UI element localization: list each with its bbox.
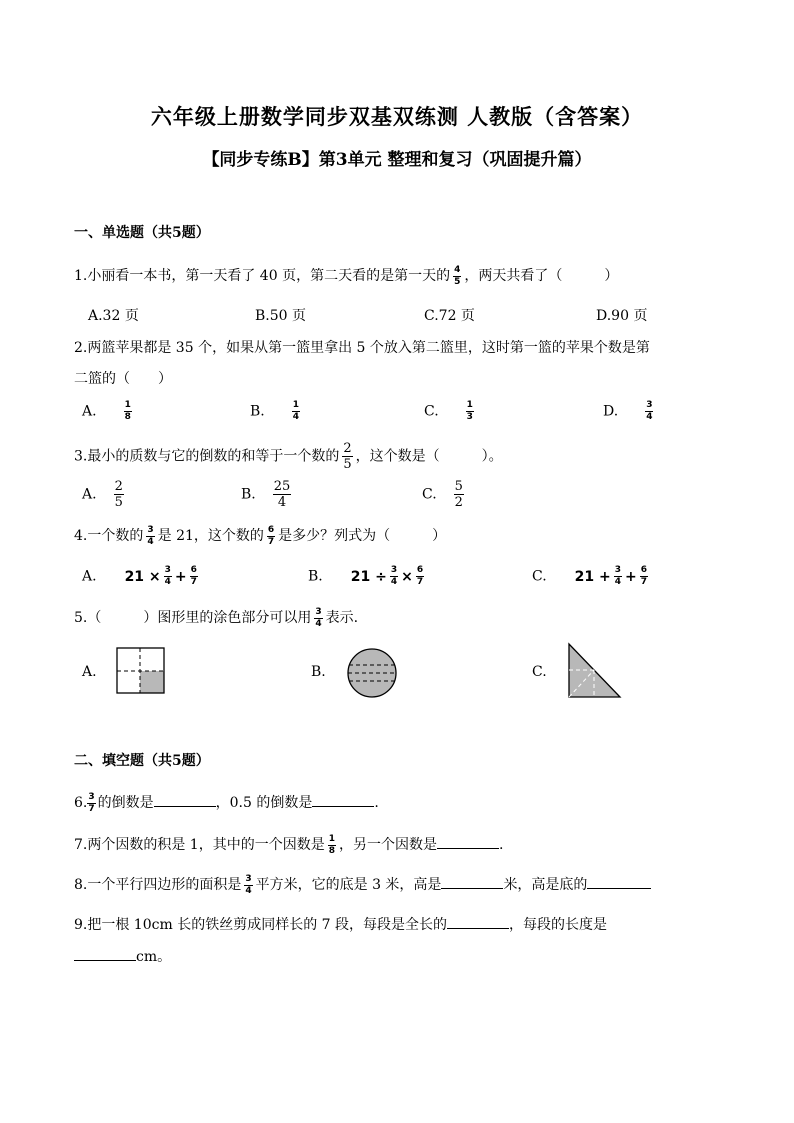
q4-option-a[interactable] [82,566,201,587]
option-label: C. [532,568,547,585]
question-1 [74,265,618,287]
q5-option-b-label[interactable]: B. [311,664,326,680]
q2-option-c[interactable] [424,401,477,422]
answer-blank[interactable] [587,876,651,889]
fraction: $\frac{25}{4}$ [273,479,291,510]
question-8 [74,874,651,896]
q1-option-d[interactable]: D.90 页 [596,308,648,324]
question-5-prefix: 5.（ ）图形里的涂色部分可以用 [74,610,312,626]
q1-option-c[interactable]: C.72 页 [424,308,475,324]
question-7-end: . [498,837,504,853]
expression: 21 + $\frac{3}{4}$ + $\frac{6}{7}$ [574,565,648,587]
q2-option-b[interactable] [250,401,303,422]
expression: 21 ÷ $\frac{3}{4}$ × $\frac{6}{7}$ [350,565,424,587]
q4-option-b[interactable] [308,566,427,587]
option-label: C. [422,486,437,503]
question-3 [74,442,503,471]
question-9-line-1 [74,914,607,934]
fraction: $\frac{4}{5}$ [454,264,461,287]
option-label: B. [250,403,265,420]
q3-option-b[interactable] [241,480,294,509]
question-5-suffix: 表示. [325,610,359,626]
answer-blank[interactable] [447,916,509,929]
question-6-text-2: ，0.5 的倒数是 [215,795,313,811]
option-label: B. [308,568,323,585]
q4-option-c[interactable] [532,566,651,587]
question-6-end: . [374,795,379,811]
question-9-text-2: ，每段的长度是 [509,917,607,933]
page-title: 六年级上册数学同步双基双练测 人教版（含答案） [150,104,644,129]
q1-option-a[interactable]: A.32 页 [88,308,139,324]
fraction: $\frac{3}{4}$ [315,606,322,629]
q5-figure-b-circle [346,647,398,699]
q3-option-a[interactable] [82,480,127,509]
option-label: B. [241,486,256,503]
page-subtitle: 【同步专练B】第3单元 整理和复习（巩固提升篇） [202,150,592,170]
fraction: $\frac{1}{8}$ [124,400,131,422]
question-6-text: 的倒数是 [97,795,154,811]
question-3-suffix: ，这个数是（ ）。 [355,448,503,465]
question-2-line-1: 2.两篮苹果都是 35 个，如果从第一篮里拿出 5 个放入第二篮里，这时第一篮的苹果个数是第 [74,340,650,356]
q5-figure-c-triangle [566,642,624,700]
answer-blank[interactable] [74,948,136,961]
fraction: $\frac{3}{4}$ [245,873,252,896]
question-2-line-2: 二篮的（ ） [74,371,172,387]
expression: 21 × $\frac{3}{4}$ + $\frac{6}{7}$ [124,565,197,587]
question-8-text: 平方米，它的底是 3 米，高是 [255,877,442,893]
q2-option-d[interactable] [603,401,656,422]
fraction: $\frac{6}{7}$ [267,524,275,547]
question-4-part-3: 是多少？列式为（ ） [278,528,447,544]
question-1-prefix: 1.小丽看一本书，第一天看了 40 页，第二天看的是第一天的 [74,268,451,284]
question-6-prefix: 6. [74,795,88,811]
fraction: $\frac{1}{4}$ [292,400,300,422]
question-4-part-1: 4.一个数的 [74,528,144,544]
option-label: A. [82,403,97,420]
fraction: $\frac{2}{5}$ [114,479,123,510]
question-6 [74,792,379,814]
answer-blank[interactable] [154,794,216,807]
option-label: C. [424,403,439,420]
question-7-prefix: 7.两个因数的积是 1，其中的一个因数是 [74,837,325,853]
fraction: $\frac{3}{4}$ [646,400,653,422]
answer-blank[interactable] [441,876,503,889]
fraction: $\frac{1}{8}$ [328,833,335,856]
fraction: $\frac{2}{5}$ [343,441,352,472]
option-label: D. [603,403,619,420]
fraction: $\frac{3}{4}$ [147,524,154,547]
question-4-part-2: 是 21，这个数的 [157,528,264,544]
fraction: $\frac{1}{3}$ [466,400,473,422]
question-7 [74,834,503,856]
q5-option-a-label[interactable]: A. [82,664,97,680]
question-3-prefix: 3.最小的质数与它的倒数的和等于一个数的 [74,448,340,465]
q2-option-a[interactable] [82,401,135,422]
q3-option-c[interactable] [422,480,467,509]
fraction: $\frac{5}{2}$ [454,479,463,510]
q1-option-b[interactable]: B.50 页 [255,308,307,324]
question-4 [74,525,446,547]
question-7-text: ，另一个因数是 [338,837,437,853]
option-label: A. [82,486,97,503]
section-heading-single-choice: 一、单选题（共5题） [74,225,210,241]
answer-blank[interactable] [437,836,499,849]
question-9-unit: cm。 [136,949,172,965]
question-8-text-2: 米，高是底的 [503,877,588,893]
fraction: $\frac{3}{7}$ [88,791,95,814]
question-8-prefix: 8.一个平行四边形的面积是 [74,877,242,893]
section-heading-fill-blank: 二、填空题（共5题） [74,753,210,769]
q5-figure-a-square [116,647,166,695]
question-9-line-2 [74,946,171,966]
question-1-suffix: ，两天共看了（ ） [464,268,619,284]
option-label: A. [82,568,97,585]
question-9-text: 9.把一根 10cm 长的铁丝剪成同样长的 7 段，每段是全长的 [74,917,447,933]
answer-blank[interactable] [312,794,374,807]
question-5 [74,607,358,629]
q5-option-c-label[interactable]: C. [532,664,547,680]
